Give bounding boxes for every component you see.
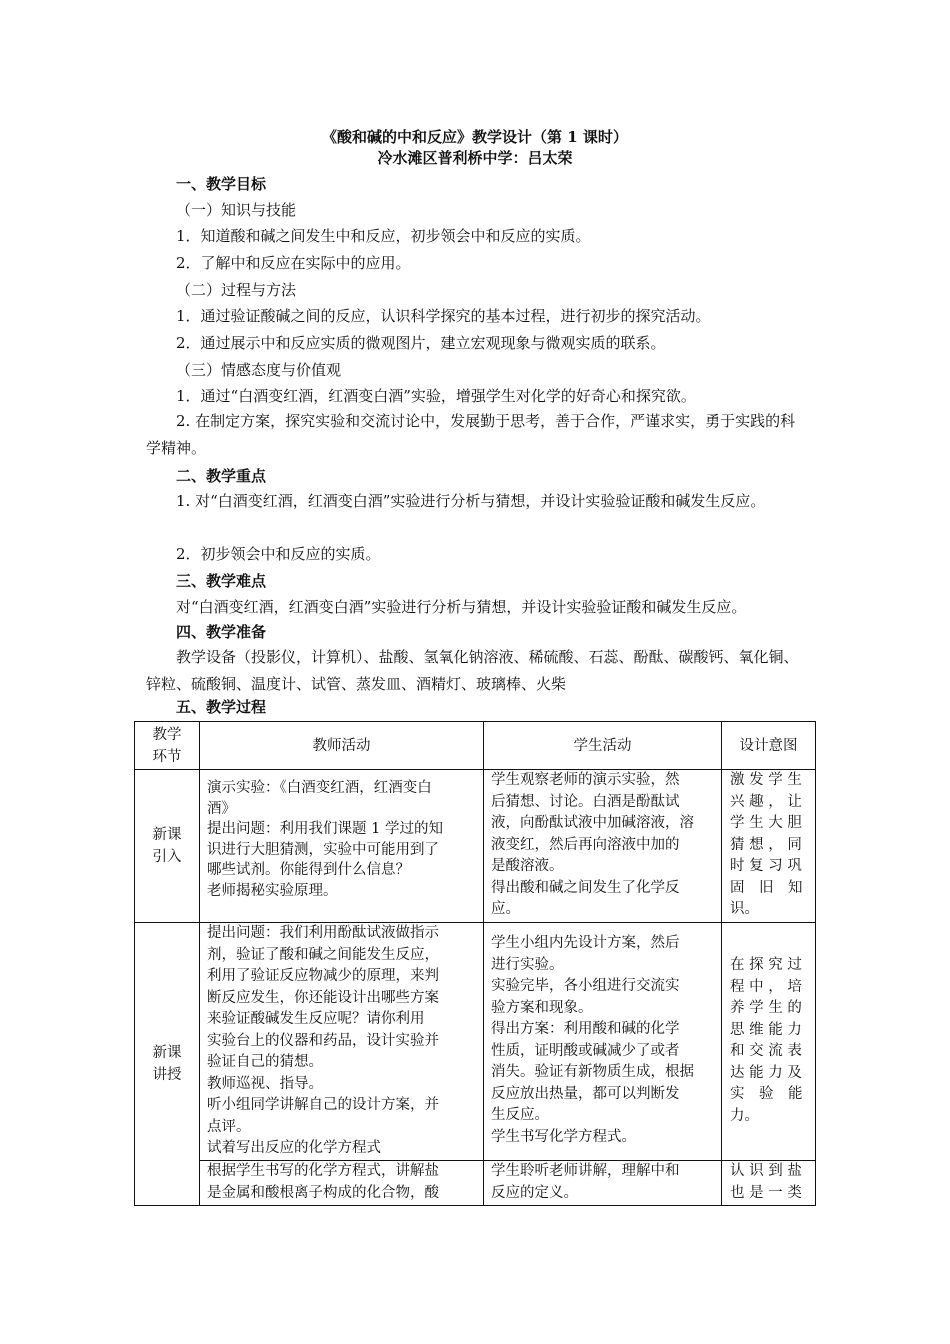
section-heading-process: 五、教学过程 (176, 698, 267, 716)
stage-cell: 新课 引入 (135, 770, 200, 923)
header-student-activity: 学生活动 (484, 722, 722, 770)
table-header-row (135, 722, 816, 770)
student-activity-cell: 学生观察老师的演示实验，然 后猜想、讨论。白酒是酚酞试 液，向酚酞试液中加碱溶液，溶 液变红，然后再向溶液中加的 是酸溶液。 得出酸和碱之间发生了化学反 应。 (484, 770, 722, 923)
section-heading-difficulties: 三、教学难点 (176, 572, 267, 590)
section-heading-preparation: 四、教学准备 (176, 623, 267, 641)
difficulty-text: 对“白酒变红酒，红酒变白酒”实验进行分析与猜想，并设计实验验证酸和碱发生反应。 (176, 598, 747, 616)
student-activity-cell: 学生小组内先设计方案，然后 进行实验。 实验完毕，各小组进行交流实 验方案和现象。 得出方案：利用酸和碱的化学 性质，证明酸或碱减少了或者 消失。验证有新物质生成，根据 反应放出热量，都可以判断发 生反应。 学生书写化学方程式。 (484, 923, 722, 1161)
subheading-knowledge: （一）知识与技能 (176, 201, 297, 219)
table-row (135, 1161, 816, 1206)
objective-item-paragraph: 2. 在制定方案，探究实验和交流讨论中，发展勤于思考，善于合作，严谨求实，勇于实践的科学精神。 (146, 412, 796, 457)
teacher-activity-cell: 根据学生书写的化学方程式，讲解盐 是金属和酸根离子构成的化合物，酸 (200, 1161, 484, 1206)
teacher-activity-cell: 提出问题：我们利用酚酞试液做指示 剂，验证了酸和碱之间能发生反应， 利用了验证反应物减少的原理，来判 断反应发生，你还能设计出哪些方案 来验证酸碱发生反应呢？请你利用 实验台上的仪器和药品，设计实验并 验证自己的猜想。 教师巡视、指导。 听小组同学讲解自己的设计方案，并 点评。 试着写出反应的化学方程式 (200, 923, 484, 1161)
objective-item: 2．通过展示中和反应实质的微观图片，建立宏观现象与微观实质的联系。 (176, 334, 666, 352)
stage-cell: 新课 讲授 (135, 923, 200, 1206)
keypoint-item-paragraph: 1. 对“白酒变红酒，红酒变白酒”实验进行分析与猜想，并设计实验验证酸和碱发生反应。 (176, 492, 766, 510)
document-author: 冷水滩区普利桥中学：吕太荣 (377, 149, 573, 167)
design-intent-cell: 认 识 到 盐 也 是 一 类 (722, 1161, 816, 1206)
objective-item: 1．通过“白酒变红酒，红酒变白酒”实验，增强学生对化学的好奇心和探究欲。 (176, 387, 696, 405)
section-heading-keypoints: 二、教学重点 (176, 467, 267, 485)
objective-item: 2．了解中和反应在实际中的应用。 (176, 254, 411, 272)
design-intent-cell: 在 探 究 过 程 中 ， 培 养 学 生 的 思 维 能 力 和 交 流 表 达 能 力 及 实 验 能 力。 (722, 923, 816, 1161)
header-stage: 教学 环节 (135, 722, 200, 770)
section-heading-objectives: 一、教学目标 (176, 175, 267, 193)
document-title: 《酸和碱的中和反应》教学设计（第 1 课时） (322, 128, 628, 146)
table-row (135, 770, 816, 923)
teacher-activity-cell: 演示实验：《白酒变红酒，红酒变白 酒》 提出问题：利用我们课题 1 学过的知 识进行大胆猜测，实验中可能用到了 哪些试剂。你能得到什么信息？ 老师揭秘实验原理。 (200, 770, 484, 923)
objective-item: 1．知道酸和碱之间发生中和反应，初步领会中和反应的实质。 (176, 227, 591, 245)
header-design-intent: 设计意图 (722, 722, 816, 770)
student-activity-cell: 学生聆听老师讲解，理解中和 反应的定义。 (484, 1161, 722, 1206)
keypoint-item: 2．初步领会中和反应的实质。 (176, 545, 381, 563)
objective-item: 1．通过验证酸碱之间的反应，认识科学探究的基本过程，进行初步的探究活动。 (176, 307, 711, 325)
design-intent-cell: 激 发 学 生 兴 趣 ， 让 学 生 大 胆 猜 想 ， 同 时 复 习 巩 固 旧 知 识。 (722, 770, 816, 923)
subheading-process: （二）过程与方法 (176, 281, 297, 299)
subheading-attitude: （三）情感态度与价值观 (176, 361, 342, 379)
teaching-process-table (134, 721, 816, 1206)
table-row (135, 923, 816, 1161)
preparation-text: 教学设备（投影仪，计算机）、盐酸、氢氧化钠溶液、稀硫酸、石蕊、酚酞、碳酸钙、氧化铜、锌粒、硫酸铜、温度计、试管、蒸发皿、酒精灯、玻璃棒、火柴 (146, 648, 799, 693)
header-teacher-activity: 教师活动 (200, 722, 484, 770)
